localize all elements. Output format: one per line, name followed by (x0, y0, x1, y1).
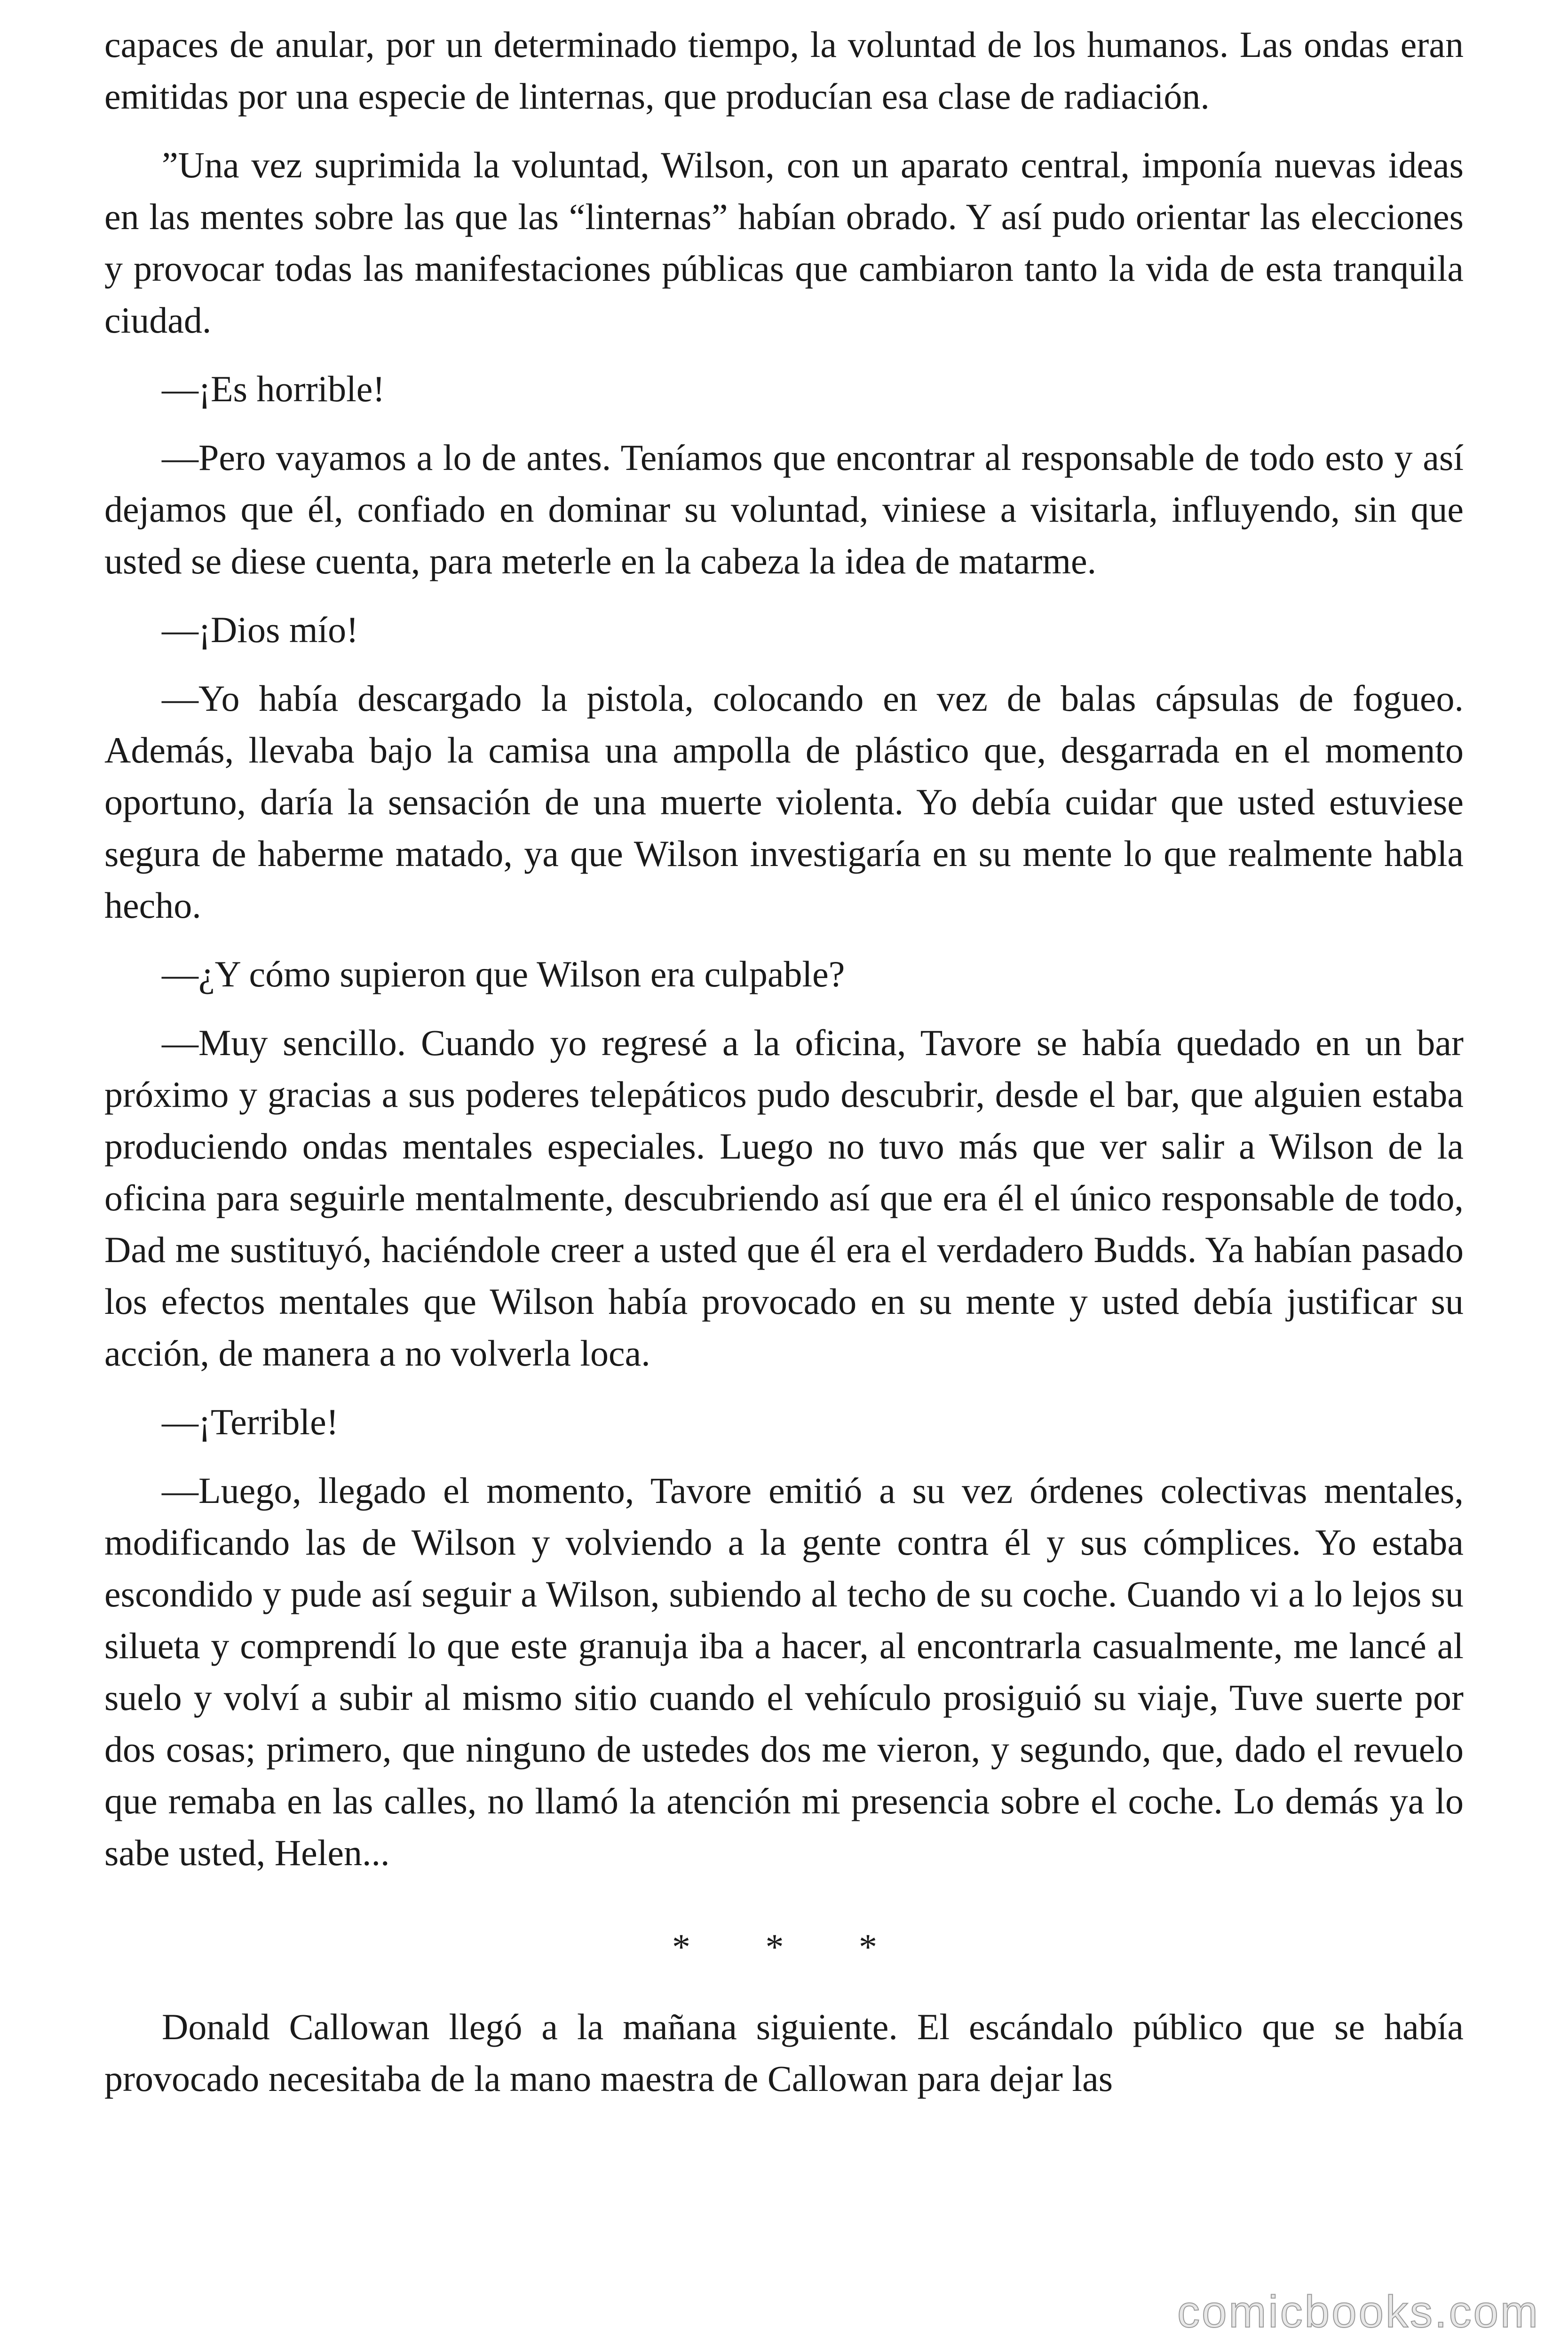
paragraph-1: capaces de anular, por un determinado tiempo, la voluntad de los humanos. Las ondas eran emitidas por una especie de linternas, que producían esa clase de radiación. (104, 24, 1464, 117)
watermark-logo: comicbooks.com (1177, 2287, 1540, 2337)
paragraph-5: —¡Dios mío! (162, 609, 359, 650)
paragraph-4: —Pero vayamos a lo de antes. Teníamos que encontrar al responsable de todo esto y así dejamos que él, confiado en dominar su voluntad, viniese a visitarla, influyendo, sin que usted se diese cuenta, para meterle en la cabeza la idea de matarme. (104, 437, 1464, 581)
paragraph-10: —Luego, llegado el momento, Tavore emitió a su vez órdenes colectivas mentales, modificando las de Wilson y volviendo a la gente contra él y sus cómplices. Yo estaba escondido y pude así seguir a Wilson, subiendo al techo de su coche. Cuando vi a lo lejos su silueta y comprendí lo que este granuja iba a hacer, al encontrarla casualmente, me lancé al suelo y volví a subir al mismo sitio cuando el vehículo prosiguió su viaje, Tuve suerte por dos cosas; primero, que ninguno de ustedes dos me vieron, y segundo, que, dado el revuelo que remaba en las calles, no llamó la atención mi presencia sobre el coche. Lo demás ya lo sabe usted, Helen... (104, 1470, 1464, 1873)
paragraph-9: —¡Terrible! (162, 1401, 339, 1442)
section-separator: * * * (672, 1926, 896, 1967)
page-text (104, 19, 1464, 2122)
paragraph-6: —Yo había descargado la pistola, colocando en vez de balas cápsulas de fogueo. Además, llevaba bajo la camisa una ampolla de plástico que, desgarrada en el momento oportuno, daría la sensación de una muerte violenta. Yo debía cuidar que usted estuviese segura de haberme matado, ya que Wilson investigaría en su mente lo que realmente habla hecho. (104, 678, 1464, 926)
paragraph-7: —¿Y cómo supieron que Wilson era culpable? (162, 954, 845, 994)
final-paragraph: Donald Callowan llegó a la mañana siguiente. El escándalo público que se había provocado necesitaba de la mano maestra de Callowan para dejar las (104, 2006, 1464, 2099)
paragraph-3: —¡Es horrible! (162, 368, 385, 409)
paragraph-8: —Muy sencillo. Cuando yo regresé a la oficina, Tavore se había quedado en un bar próximo y gracias a sus poderes telepáticos pudo descubrir, desde el bar, que alguien estaba produciendo ondas mentales especiales. Luego no tuvo más que ver salir a Wilson de la oficina para seguirle mentalmente, descubriendo así que era él el único responsable de todo, Dad me sustituyó, haciéndole creer a usted que él era el verdadero Budds. Ya habían pasado los efectos mentales que Wilson había provocado en su mente y usted debía justificar su acción, de manera a no volverla loca. (104, 1022, 1464, 1374)
paragraph-2: ”Una vez suprimida la voluntad, Wilson, con un aparato central, imponía nuevas ideas en las mentes sobre las que las “linternas” habían obrado. Y así pudo orientar las elecciones y provocar todas las manifestaciones públicas que cambiaron tanto la vida de esta tranquila ciudad. (104, 144, 1464, 341)
